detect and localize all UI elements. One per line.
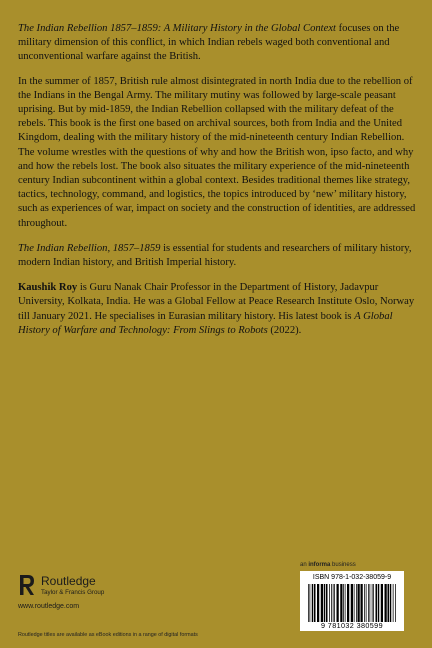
barcode-icon — [306, 584, 398, 622]
informa-brand: informa — [308, 562, 331, 568]
barcode-panel — [300, 571, 404, 631]
blurb-paragraph-author-bio — [18, 281, 416, 338]
audience-text: is essential for students and researchers of military history, modern Indian history, and British Imperial history. — [18, 242, 412, 269]
publisher-url: www.routledge.com — [18, 603, 80, 610]
author-bio-text: is Guru Nanak Chair Professor in the Department of History, Jadavpur University, Kolkata, India. He was a Global Fellow at Peace Research Institute Oslo, Norway till January 2021. He specialises in Eurasian military history. His latest book is — [18, 282, 415, 322]
informa-tagline — [300, 562, 356, 568]
informa-suffix: business — [330, 562, 356, 568]
latest-book-year: (2022). — [267, 324, 302, 336]
blurb-paragraph-description — [18, 75, 416, 231]
informa-prefix: an — [300, 562, 309, 568]
description-text: In the summer of 1857, British rule almost disintegrated in north India due to the rebellion of the Indians in the Bengal Army. The military mutiny was followed by large-scale peasant uprising. But by mid-1859, the Indian Rebellion collapsed with the military defeat of the rebels. This book is the first one based on archival sources, both from India and the United Kingdom, dealing with the military history of the mid-nineteenth century Indian Rebellion. The volume wrestles with the questions of why and how the British won, ipso facto, and why and how the rebels lost. The book also situates the military experience of the mid-nineteenth century Indian subcontinent within a global context. Besides traditional themes like strategy, tactics, technology, command, and logistics, the topics introduced by ‘new’ military history, such as experiences of war, impact on society and the construction of identities, are addressed throughout. — [18, 75, 416, 229]
blurb-paragraph-audience — [18, 242, 416, 270]
back-cover-blurb — [18, 22, 416, 349]
latest-book-title: A Global History of Warfare and Technology: From Slings to Robots — [18, 310, 393, 336]
publisher-name: Routledge — [41, 573, 96, 588]
author-name: Kaushik Roy — [18, 282, 78, 294]
blurb-paragraph-summary — [18, 22, 416, 65]
isbn-label: ISBN 978-1-032-38059-9 — [312, 574, 392, 581]
publisher-subtitle: Taylor & Francis Group — [41, 588, 105, 596]
publisher-logo — [18, 574, 178, 596]
publisher-block — [18, 574, 178, 610]
routledge-r-icon — [18, 574, 36, 596]
book-title-short: The Indian Rebellion, 1857–1859 — [18, 242, 161, 254]
ebook-footnote: Routledge titles are available as eBook editions in a range of digital formats — [18, 632, 198, 638]
barcode-digits: 9 781032 380599 — [321, 621, 383, 630]
summary-text: focuses on the military dimension of this conflict, in which Indian rebels waged both conventional and unconventional warfare against the British. — [18, 23, 400, 63]
book-title-italic: The Indian Rebellion 1857–1859: A Military History in the Global Context — [18, 23, 336, 34]
